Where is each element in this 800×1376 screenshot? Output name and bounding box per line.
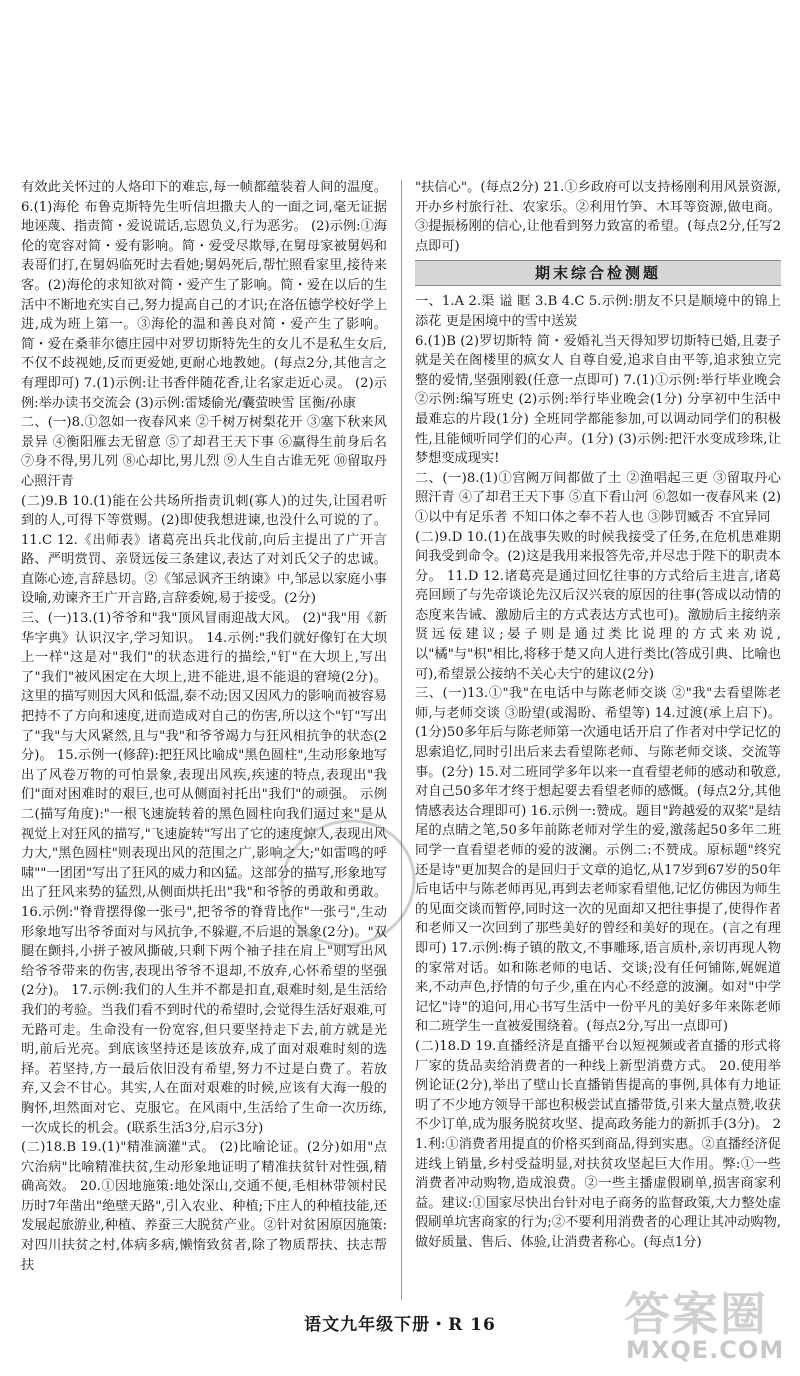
left-paragraph-5: (二)18.B 19.(1)"精准滴灌"式。 (2)比喻论证。(2分)如用"点穴治病"比喻精准扶贫,生动形象地证明了精准扶贫针对性强,精确高效。 20.①因地施策:地处深山,交通不便,毛相林带领村民历时7年凿出"绝壁天路",引入农业、种植;下庄人的种植技能,还发展起旅游业,种植、养蚕三大脱贫产业。②针对贫困原因施策:对四川扶贫之村,体病多病,懒惰致贫者,除了物质帮扶、扶志帮扶 <box>21 1140 387 1273</box>
right-column <box>415 178 781 1303</box>
right-paragraph-1: 一、1.A 2.渠 谥 眶 3.B 4.C 5.示例:朋友不只是顺境中的锦上添花 更是困境中的雪中送炭 <box>415 294 781 329</box>
watermark-url: MXQE.COM <box>626 1336 785 1364</box>
right-paragraph-3: 二、(一)8.(1)①宫阙万间都做了土 ②渔唱起三更 ③留取丹心照汗青 ④了却君王天下事 ⑤直下看山河 ⑥忽如一夜春风来 (2)①以中有足乐者 不知口体之奉不若人也 ③陟罚臧否 不宜异同 <box>415 470 781 525</box>
left-paragraph-3: (二)9.B 10.(1)能在公共场所指责讥刺(寡人)的过失,让国君听到的人,可得下等赏赐。(2)即使我想进谏,也没什么可说的了。 11.C 12.《出师表》诸葛亮出兵北伐前,向后主提出了广开言路、严明赏罚、亲贤远佞三条建议,表达了对刘氏父子的忠诚。直陈心迹,言辞恳切。②《邹忌讽齐王纳谏》中,邹忌以家庭小事设喻,劝谏齐王广开言路,言辞委婉,易于接受。(2分) <box>21 493 387 607</box>
right-paragraph-5: 三、(一)13.①"我"在电话中与陈老师交谈 ②"我"去看望陈老师,与老师交谈 ③盼望(或渴盼、希望等) 14.过渡(承上启下)。(1分)50多年后与陈老师第一次通电话开启了作者对中学记忆的思索追忆,同时引出后来去看望陈老师、与陈老师交谈、交流等事。(2分) 15.对二班同学多年以来一直看望老师的感动和敬意,对自己50多年才终于想起要去看望老师的感慨。(每点2分,其他情感表达合理即可) 16.示例一:赞成。题目"跨越爱的双桨"是结尾的点睛之笔,50多年前陈老师对学生的爱,激荡起50多年二班同学一直看望老师的爱的波澜。示例二:不赞成。原标题"终究还是诗"更加契合的是回归于文章的追忆,从17岁到67岁的50年后电话中与陈老师再见,再到去老师家看望他,记忆仿佛因为师生的见面交谈而暂停,同时这一次的见面却又把往事提了,使得作者和老师又一次回到了那些美好的曾经和美好的现在。(言之有理即可) 17.示例:梅子镇的散文,不事雕琢,语言质朴,亲切再现人物的家常对话。如和陈老师的电话、交谈;没有任何铺陈,娓娓道来,不动声色,抒情的句子少,重在内心不经意的波澜。如对"中学记忆"诗"的追问,用心书写生活中一份平凡的美好多年来陈老师和二班学生一直被爱围绕着。(每点2分,写出一点即可) <box>415 686 781 1035</box>
left-column <box>21 178 387 1303</box>
left-paragraph-2: 二、(一)8.①忽如一夜春风来 ②千树万树梨花开 ③塞下秋来风景异 ④衡阳雁去无留意 ⑤了却君王天下事 ⑥赢得生前身后名 ⑦身不得,男儿列 ⑧心却比,男儿烈 ⑨人生自古谁无死 ⑩留取丹心照汗青 <box>21 415 387 489</box>
section-banner-title: 期末综合检测题 <box>534 263 661 282</box>
page-footer: 语文九年级下册・R 16 <box>304 1315 496 1335</box>
watermark-logo: 答案圈 <box>624 1287 768 1341</box>
right-paragraph-6: (二)18.D 19.直播经济是直播平台以短视频或者直播的形式将厂家的货品卖给消费者的一种线上新型消费方式。 20.使用举例论证(2分),举出了壁山长直播销售提高的事例,具体有力地证明了不少地方领导干部也积极尝试直播带货,引来大量点赞,收获不少订单,成为服务脱贫攻坚、提高政务能力的新抓手(3分)。 21.利:①消费者用提直的价格买到商品,得到实惠。②直播经济促进线上销量,乡村受益明显,对扶贫攻坚起巨大作用。弊:①一些消费者冲动购物,造成浪费。②一些主播虚假刷单,损害商家利益。建议:①国家尽快出台针对电子商务的监督政策,大力整处虚假刷单坑害商家的行为;②不要利用消费者的心理让其冲动购物,做好质量、售后、体验,让消费者称心。(每点1分) <box>415 1038 781 1250</box>
right-paragraph-top: "扶信心"。(每点2分) 21.①乡政府可以支持杨刚利用风景资源,开办乡村旅行社、农家乐。②利用竹笋、木耳等资源,做电商。③提振杨刚的信心,让他看到努力致富的希望。(每点2分,任写2点即可) <box>415 180 781 254</box>
left-paragraph-1: 有效此关怀过的人烙印下的难忘,每一帧都蕴装着人间的温度。 6.(1)海伦 布鲁克斯特先生听信坦撒夫人的一面之词,毫无证据地诬蔑、指责简・爱说谎话,忘恩负义,行为恶劣。 (2)示例:①海伦的宽容对简・爱有影响。简・爱受尽欺辱,在舅母家被舅妈和表哥们打,在舅妈临死时去看她;舅妈死后,帮忙照看家里,接待来客。(2)海伦的求知欲对简・爱产生了影响。简・爱在以后的生活中不断地充实自己,努力提高自己的才识;在洛伍德学校好学上进,成为班上第一。③海伦的温和善良对简・爱产生了影响。简・爱在桑菲尔德庄园中对罗切斯特先生的女儿不是私生女后,不仅不歧视她,反而更爱她,更耐心地教她。(每点2分,其他言之有理即可) 7.(1)示例:让书香伴随花香,让名家走近心灵。 (2)示例:举办读书交流会 (3)示例:雷矮偷光/囊萤映雪 匡衡/孙康 <box>21 180 387 411</box>
right-paragraph-4: (二)9.D 10.(1)在战事失败的时候我接受了任务,在危机患难期间我受到命令。(2)这是我用来报答先帝,并尽忠于陛下的职责本分。 11.D 12.诸葛亮是通过回忆往事的方式给后主进言,诸葛亮回顾了与先帝谈论先汉后汉兴衰的原因的往事(答成以动情的态度来告诫、激励后主的方式表达方式也可)。激励后主接纳亲贤远佞建议;晏子则是通过类比说理的方式来劝说,以"橘"与"枳"相比,将移于楚又向人进行类比(答成引典、比喻也可),希望景公接纳不关心夫宁的建议(2分) <box>415 529 781 682</box>
left-paragraph-4: 三、(一)13.(1)爷爷和"我"顶风冒雨迎战大风。 (2)"我"用《新华字典》认识汉字,学习知识。 14.示例:"我们就好像钉在大坝上一样"这是对"我们"的状态进行的描绘,"钉"在大坝上,写出了"我们"被风困定在大坝上,进不能进,退不能退的窘境(2分)。这里的描写则因大风和低温,泰不动;因又因风力的影响而被容易把持不了方向和速度,迸而造成对自己的伤害,所以这个"钉"写出了"我"与大风紧然,且与"我"和爷爷竭力与狂风相抗争的状态(2分)。 15.示例一(修辞):把狂风比喻成"黑色圆柱",生动形象地写出了风卷万物的可怕景象,表现出风疾,疾速的特点,表现出"我们"面对困难时的艰巨,也可从侧面衬托出"我们"的顽强。 示例二(描写角度):"一根飞速旋转着的黑色圆柱向我们逼过来"是从视觉上对狂风的描写,"飞速旋转"写出了它的速度惊人,表现出风力大,"黑色圆柱"则表现出风的范围之广,影响之大;"如雷鸣的呼啸""一团团"写出了狂风的威力和凶猛。这部分的描写,形象地写出了狂风来势的猛烈,从侧面烘托出"我"和爷爷的勇敢和勇敢。 16.示例:"脊背摆得像一张弓",把爷爷的脊背比作"一张弓",生动形象地写出爷爷面对与风抗争,不躲避,不后退的景象(2分)。"双腿在颤抖,小拼子被风撕破,只剩下两个袖子挂在肩上"则写出风给爷爷带来的伤害,表现出爷爷不退却,不放弃,心怀希望的坚强(2分)。 17.示例:我们的人生并不都是扣直,艰难时刻,是生活给我们的考验。当我们看不到时代的希望时,会觉得生活好艰难,可无路可走。生命没有一份宽容,但只要坚持走下去,前方就是光明,前后光亮。到底该坚持还是该放弃,成了面对艰难时刻的选择。若坚持,方一最后依旧没有希望,努力不过是白费了。若放弃,又会不甘心。其实,人在面对艰难的时候,应该有大海一般的胸怀,坦然面对它、克服它。在风雨中,生活给了生命一次历练,一次成长的机会。(联系生活3分,启示3分) <box>21 611 387 1136</box>
site-watermark <box>618 1278 788 1368</box>
section-banner <box>415 260 781 286</box>
right-paragraph-2: 6.(1)B (2)罗切斯特 简・爱婚礼当天得知罗切斯特已婚,且妻子就是关在阁楼里的疯女人 自尊自爱,追求自由平等,追求独立完整的爱情,坚强刚毅(任意一点即可) 7.(1)①示例:举行毕业晚会 ②示例:编写班史 (2)示例:举行毕业晚会(1分) 分享初中生活中最难忘的片段(1分) 全班同学都能参加,可以调动同学们的积极性,且能倾听同学们的心声。(1分) (3)示例:把汗水变成珍珠,让梦想变成现实! <box>415 333 781 467</box>
column-divider <box>401 180 402 1300</box>
